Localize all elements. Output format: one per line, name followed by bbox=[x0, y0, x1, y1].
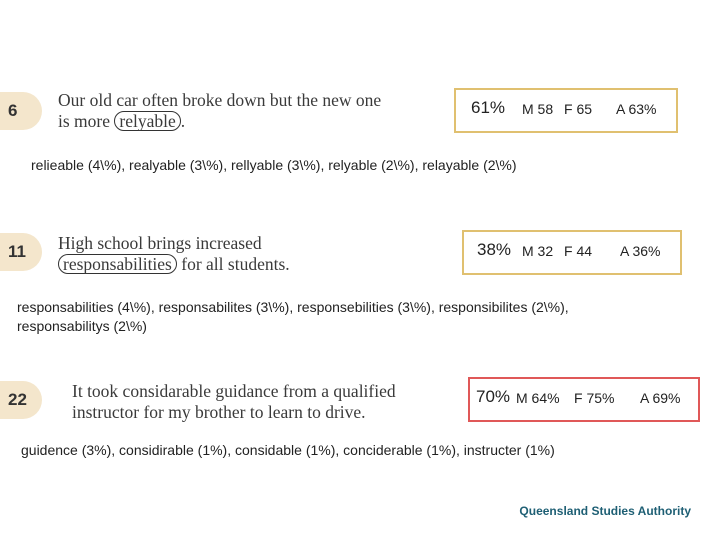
total-percent: 61% bbox=[471, 98, 506, 117]
all-percent: A 63% bbox=[616, 101, 657, 117]
stats-box bbox=[454, 88, 678, 133]
sentence-line: It took considarable guidance from a qualified bbox=[72, 381, 396, 401]
sentence-text: is more bbox=[58, 111, 115, 131]
test-sentence bbox=[58, 90, 381, 132]
error-line: responsabilities (4\%), responsabilites (3\%), responsebilities (3\%), responsibilites (2\%), bbox=[17, 299, 569, 315]
stats-box bbox=[468, 377, 700, 422]
all-percent: A 36% bbox=[620, 243, 661, 259]
male-percent: M 32 bbox=[522, 243, 554, 259]
total-percent: 38% bbox=[477, 240, 512, 259]
error-list: guidence (3%), considirable (1%), considable (1%), conciderable (1%), instructer (1%) bbox=[21, 442, 555, 458]
sentence-line: instructor for my brother to learn to drive. bbox=[72, 402, 366, 422]
circled-misspelled-word: responsabilities bbox=[58, 254, 177, 274]
sentence-line bbox=[58, 111, 381, 132]
circled-misspelled-word: relyable bbox=[114, 111, 180, 131]
error-line: responsabilitys (2\%) bbox=[17, 318, 147, 334]
item-number-badge: 11 bbox=[0, 233, 42, 271]
sentence-line bbox=[58, 254, 290, 275]
stats-box bbox=[462, 230, 682, 275]
item-number-badge: 22 bbox=[0, 381, 42, 419]
organization-logo: Queensland Studies Authority bbox=[519, 504, 691, 518]
sentence-text: . bbox=[180, 111, 186, 131]
sentence-line: Our old car often broke down but the new one bbox=[58, 90, 382, 110]
total-percent: 70% bbox=[476, 387, 511, 406]
all-percent: A 69% bbox=[640, 390, 681, 406]
sentence-text: for all students. bbox=[176, 254, 290, 274]
male-percent: M 64% bbox=[516, 390, 560, 406]
error-list bbox=[17, 298, 569, 336]
sentence-line: High school brings increased bbox=[58, 233, 262, 253]
female-percent: F 65 bbox=[564, 101, 593, 117]
test-sentence bbox=[72, 381, 396, 423]
female-percent: F 75% bbox=[574, 390, 615, 406]
item-number-badge: 6 bbox=[0, 92, 42, 130]
error-list: relieable (4\%), realyable (3\%), rellyable (3\%), relyable (2\%), relayable (2\%) bbox=[31, 157, 517, 173]
test-sentence bbox=[58, 233, 290, 275]
male-percent: M 58 bbox=[522, 101, 554, 117]
female-percent: F 44 bbox=[564, 243, 593, 259]
